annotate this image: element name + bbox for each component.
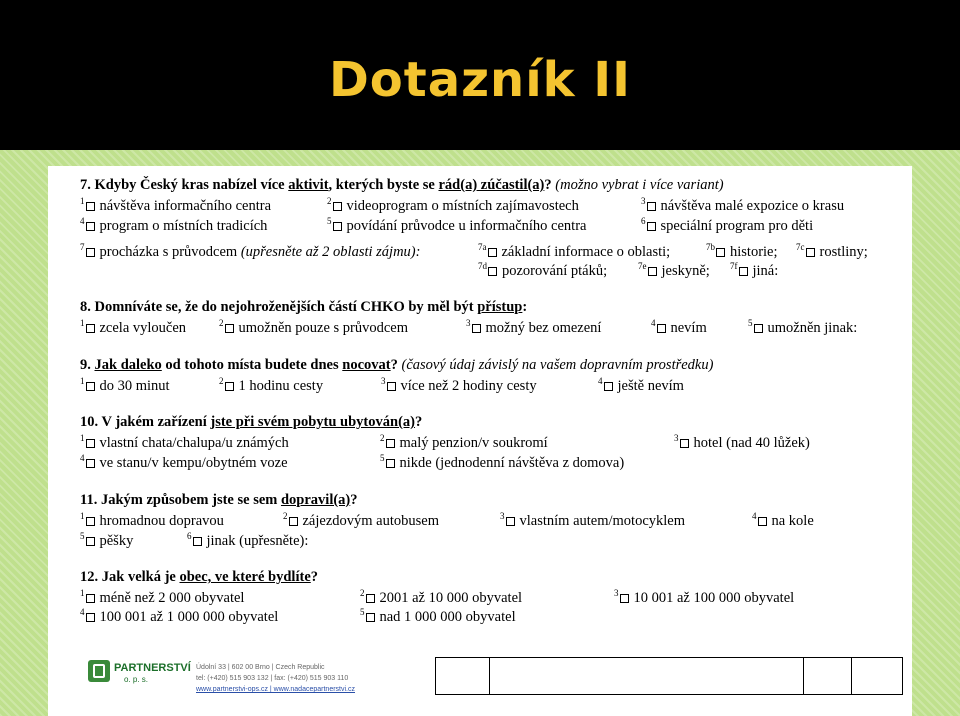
option-q10-2[interactable]: $^2$ malý penzion/v soukromí [380,433,548,451]
option-q12-5[interactable]: $^5$ nad 1 000 000 obyvatel [360,607,516,625]
checkbox-icon[interactable] [86,537,95,546]
checkbox-icon[interactable] [488,248,497,257]
checkbox-icon[interactable] [225,324,234,333]
option-q7-4[interactable]: $^4$ program o místních tradicích [80,216,268,234]
checkbox-icon[interactable] [86,202,95,211]
question-number: 11. [80,492,98,508]
code-cell[interactable] [436,658,490,694]
checkbox-icon[interactable] [366,594,375,603]
option-q8-1[interactable]: $^1$ zcela vyloučen [80,318,187,336]
checkbox-icon[interactable] [86,517,95,526]
checkbox-icon[interactable] [647,202,656,211]
option-q8-3[interactable]: $^3$ možný bez omezení [466,318,602,336]
checkbox-icon[interactable] [647,222,656,231]
checkbox-icon[interactable] [86,222,95,231]
checkbox-icon[interactable] [333,222,342,231]
checkbox-icon[interactable] [86,594,95,603]
checkbox-icon[interactable] [193,537,202,546]
question-number: 7. [80,177,91,193]
question-9: 9. Jak daleko od tohoto místa budete dnes nocovat? (časový údaj závislý na vašem dopravním prostředku) [80,357,714,373]
checkbox-icon[interactable] [86,613,95,622]
option-q11-5[interactable]: $^5$ pěšky [80,531,134,549]
org-suffix: o. p. s. [124,675,149,684]
checkbox-icon[interactable] [680,439,689,448]
option-q8-5[interactable]: $^5$ umožněn jinak: [748,318,858,336]
checkbox-icon[interactable] [620,594,629,603]
checkbox-icon[interactable] [806,248,815,257]
option-q11-4[interactable]: $^4$ na kole [752,511,814,529]
question-10: 10. V jakém zařízení jste při svém pobytu ubytován(a)? [80,414,423,430]
option-q11-6[interactable]: $^6$ jinak (upřesněte): [187,531,309,549]
checkbox-icon[interactable] [366,613,375,622]
option-q7-5[interactable]: $^5$ povídání průvodce u informačního centra [327,216,587,234]
footer-phone: tel: (+420) 515 903 132 | fax: (+420) 515 903 110 [196,675,349,682]
question-number: 9. [80,357,91,373]
question-note: (časový údaj závislý na vašem dopravním prostředku) [397,357,714,373]
checkbox-icon[interactable] [86,459,95,468]
checkbox-icon[interactable] [657,324,666,333]
suboption-7a[interactable]: $^{7a}$ základní informace o oblasti; [478,242,671,260]
suboption-7e[interactable]: $^{7e}$ jeskyně; [638,261,710,279]
footer-address: Údolní 33 | 602 00 Brno | Czech Republic [196,664,325,671]
checkbox-icon[interactable] [333,202,342,211]
option-q12-4[interactable]: $^4$ 100 001 až 1 000 000 obyvatel [80,607,279,625]
checkbox-icon[interactable] [716,248,725,257]
option-q8-2[interactable]: $^2$ umožněn pouze s průvodcem [219,318,409,336]
checkbox-icon[interactable] [86,382,95,391]
option-q9-3[interactable]: $^3$ více než 2 hodiny cesty [381,376,537,394]
checkbox-icon[interactable] [289,517,298,526]
checkbox-icon[interactable] [739,267,748,276]
option-q10-4[interactable]: $^4$ ve stanu/v kempu/obytném voze [80,453,288,471]
option-q9-1[interactable]: $^1$ do 30 minut [80,376,170,394]
partnerstvi-logo-icon [88,660,110,682]
question-11: 11. Jakým způsobem jste se sem dopravil(a)? [80,492,358,508]
option-q10-1[interactable]: $^1$ vlastní chata/chalupa/u známých [80,433,289,451]
option-q7-1[interactable]: $^1$ návštěva informačního centra [80,196,272,214]
question-number: 10. [80,414,99,430]
option-q7-3[interactable]: $^3$ návštěva malé expozice o krasu [641,196,845,214]
code-cell[interactable] [490,658,804,694]
checkbox-icon[interactable] [386,459,395,468]
checkbox-icon[interactable] [86,248,95,257]
code-cell[interactable] [852,658,901,694]
suboption-7b[interactable]: $^{7b}$ historie; [706,242,778,260]
question-8: 8. Domníváte se, že do nejohroženějších částí CHKO by měl být přístup: [80,299,528,315]
option-q10-5[interactable]: $^5$ nikde (jednodenní návštěva z domova) [380,453,625,471]
option-q10-3[interactable]: $^3$ hotel (nad 40 lůžek) [674,433,810,451]
question-12: 12. Jak velká je obec, ve které bydlíte? [80,569,319,585]
checkbox-icon[interactable] [604,382,613,391]
checkbox-icon[interactable] [488,267,497,276]
org-name: PARTNERSTVÍ [114,662,191,674]
checkbox-icon[interactable] [758,517,767,526]
suboption-7c[interactable]: $^{7c}$ rostliny; [796,242,868,260]
respondent-code-table [435,657,903,695]
checkbox-icon[interactable] [754,324,763,333]
option-q9-2[interactable]: $^2$ 1 hodinu cesty [219,376,324,394]
checkbox-icon[interactable] [386,439,395,448]
option-q9-4[interactable]: $^4$ ještě nevím [598,376,684,394]
checkbox-icon[interactable] [472,324,481,333]
checkbox-icon[interactable] [86,439,95,448]
option-q7-7[interactable]: $^7$ procházka s průvodcem (upřesněte až 2 oblasti zájmu): [80,242,421,260]
question-note: (možno vybrat i více variant) [551,177,724,193]
question-7: 7. Kdyby Český kras nabízel více aktivit, kterých byste se rád(a) zúčastil(a)? (možno vybrat i více variant) [80,177,724,193]
option-q8-4[interactable]: $^4$ nevím [651,318,707,336]
checkbox-icon[interactable] [648,267,657,276]
footer-links[interactable]: www.partnerstvi-ops.cz | www.nadacepartnerstvi.cz [196,686,355,693]
question-number: 8. [80,299,91,315]
checkbox-icon[interactable] [506,517,515,526]
suboption-7f[interactable]: $^{7f}$ jiná: [730,261,779,279]
option-q11-3[interactable]: $^3$ vlastním autem/motocyklem [500,511,686,529]
option-q7-2[interactable]: $^2$ videoprogram o místních zajímavostech [327,196,579,214]
checkbox-icon[interactable] [387,382,396,391]
question-number: 12. [80,569,99,585]
option-q11-1[interactable]: $^1$ hromadnou dopravou [80,511,224,529]
option-q12-3[interactable]: $^3$ 10 001 až 100 000 obyvatel [614,588,795,606]
code-cell[interactable] [804,658,852,694]
slide-title: Dotazník II [328,52,632,108]
suboption-7d[interactable]: $^{7d}$ pozorování ptáků; [478,261,608,279]
option-q12-2[interactable]: $^2$ 2001 až 10 000 obyvatel [360,588,523,606]
checkbox-icon[interactable] [86,324,95,333]
option-q12-1[interactable]: $^1$ méně než 2 000 obyvatel [80,588,245,606]
option-q11-2[interactable]: $^2$ zájezdovým autobusem [283,511,439,529]
checkbox-icon[interactable] [225,382,234,391]
option-q7-6[interactable]: $^6$ speciální program pro děti [641,216,814,234]
